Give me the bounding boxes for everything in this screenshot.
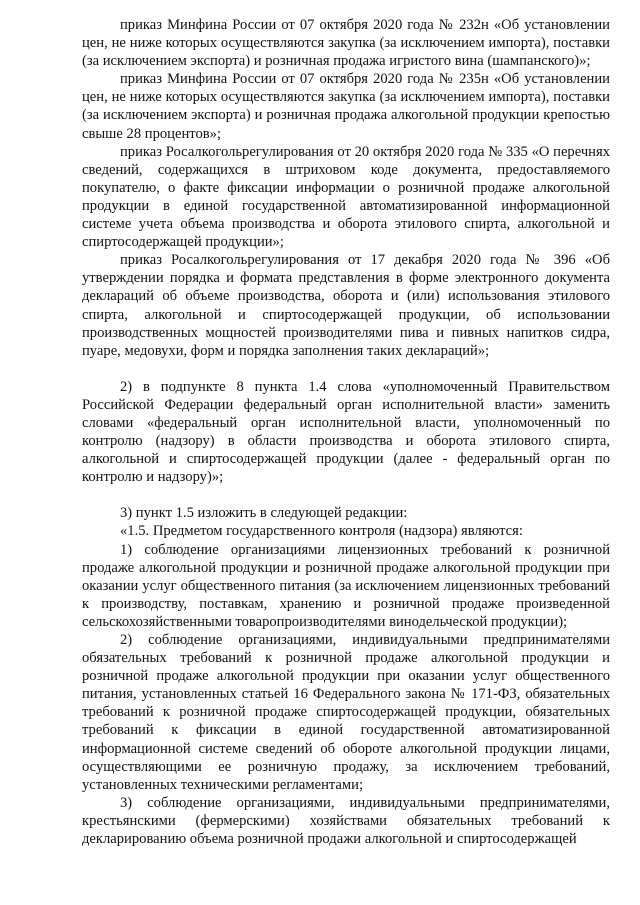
paragraph-order-minfin-232n: приказ Минфина России от 07 октября 2020 года № 232н «Об установлении цен, не ниже которых осуществляются закупка (за исключением импорта), поставки (за исключением экспорта) и розничная продажа игристого вина (шампанского)»; [82,17,610,70]
paragraph-item-2: 2) в подпункте 8 пункта 1.4 слова «уполномоченный Правительством Российской Федерации федеральный орган исполнительной власти» заменить словами «федеральный орган исполнительной власти, уполномоченный по контролю (надзору) в области производства и оборота этилового спирта, алкогольной и спиртосодержащей продукции (далее - федеральный орган по контролю и надзору)»; [82,378,610,486]
paragraph-subject-2: 2) соблюдение организациями, индивидуальными предпринимателями обязательных требований к розничной продаже алкогольной продукции и розничной продаже алкогольной продукции при оказании услуг общественного питания, установленных статьей 16 Федерального закона № 171-ФЗ, обязательных требований к розничной продаже спиртосодержащей продукции, обязательных требований к фиксации в единой государственной автоматизированной информационной системе сведений об обороте алкогольной продукции лицами, осуществляющими ее розничную продажу, за исключением требований, установленных техническими регламентами; [82,632,610,793]
paragraph-order-minfin-235n: приказ Минфина России от 07 октября 2020 года № 235н «Об установлении цен, не ниже которых осуществляются закупка (за исключением импорта), поставки (за исключением экспорта) и розничная продажа алкогольной продукции крепостью свыше 28 процентов»; [82,71,610,142]
paragraph-order-rosalkogol-335: приказ Росалкогольрегулирования от 20 октября 2020 года № 335 «О перечнях сведений, содержащихся в штриховом коде документа, предоставляемого покупателю, о факте фиксации информации о розничной продаже алкогольной продукции в единой государственной автоматизированной информационной системе учета объема производства и оборота этилового спирта, алкогольной и спиртосодержащей продукции»; [82,143,610,251]
paragraph-order-rosalkogol-396: приказ Росалкогольрегулирования от 17 декабря 2020 года № 396 «Об утверждении порядка и формата представления в форме электронного документа деклараций об объеме производства, оборота и (или) использования этилового спирта, алкогольной и спиртосодержащей продукции, об использовании производственных мощностей производителями пива и пивных напитков сидра, пуаре, медовухи, форм и порядка заполнения таких деклараций»; [82,252,610,359]
document-body [82,16,610,848]
paragraph-subject-1: 1) соблюдение организациями лицензионных требований к розничной продаже алкогольной продукции и розничной продаже алкогольной продукции при оказании услуг общественного питания (за исключением лицензионных требований к производству, поставкам, хранению и розничной продаже произведенной сельскохозяйственными товаропроизводителями винодельческой продукции); [82,541,610,630]
paragraph-gap [82,486,610,504]
paragraph-subject-3: 3) соблюдение организациями, индивидуальными предпринимателями, крестьянскими (фермерскими) хозяйствами обязательных требований к декларированию объема розничной продажи алкогольной и спиртосодержащей [82,794,610,848]
paragraph-gap [82,360,610,378]
paragraph-section-1-5: «1.5. Предметом государственного контроля (надзора) являются: [120,523,523,540]
paragraph-item-3-heading: 3) пункт 1.5 изложить в следующей редакции: [120,505,408,522]
